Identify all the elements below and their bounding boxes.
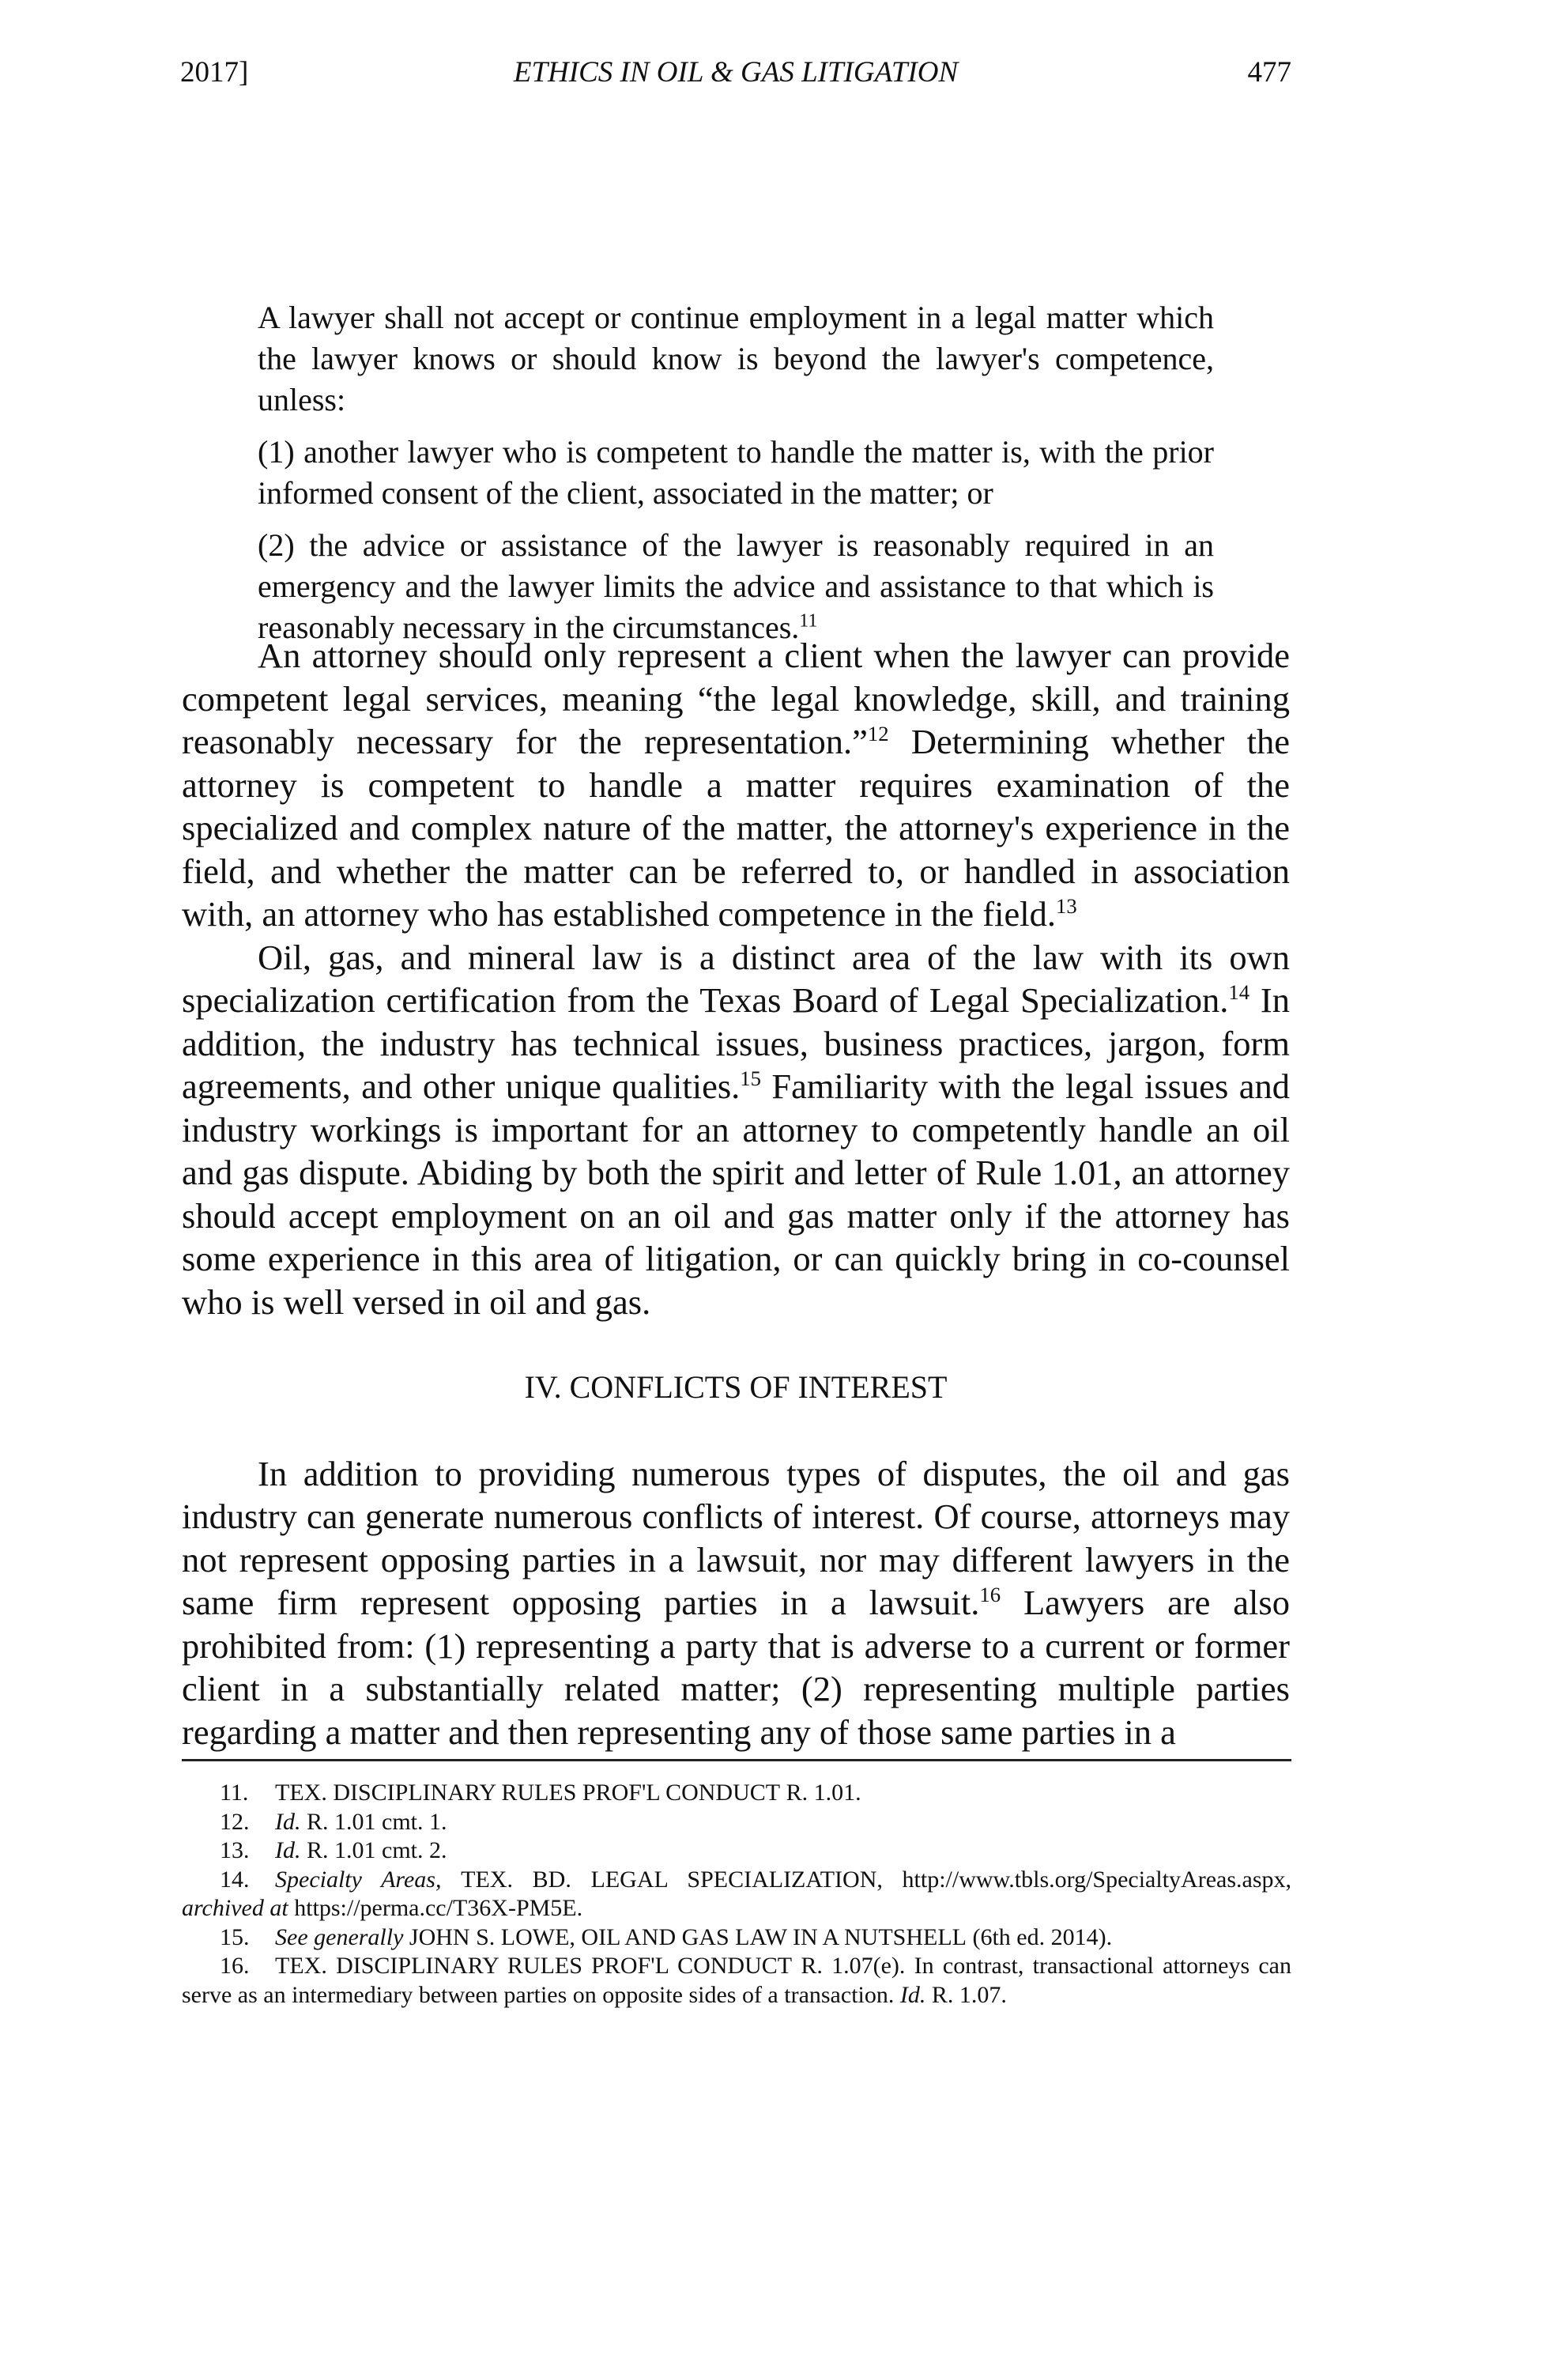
- body-paragraph: [182, 936, 1290, 1324]
- footnote-ref[interactable]: 13: [1055, 894, 1077, 919]
- footnote-text: TEX. BD. LEGAL SPECIALIZATION,: [461, 1866, 883, 1893]
- text-run: In addition to providing numerous types of disputes, the oil and gas industry can generate numerous conflicts of interest. Of course, attorneys may not represent opposing parties in a lawsuit, nor may different lawyers in the same firm represent opposing parties in a lawsuit.: [182, 1453, 1290, 1622]
- footnote-number: 13.: [220, 1837, 250, 1863]
- text-run: Determining whether the attorney is competent to handle a matter requires examination of the specialized and complex nature of the matter, the attorney's experience in the field, and whether the matter can be referred to, or handled in association with, an attorney who has established competence in the field.: [182, 722, 1290, 934]
- footnote-text: R. 1.01 cmt. 1.: [300, 1808, 447, 1835]
- running-header: [180, 55, 1291, 103]
- footnote-ref[interactable]: 11: [799, 610, 818, 632]
- footnote-text: R. 1.07.: [925, 1981, 1007, 2008]
- footnote-divider: [182, 1759, 1291, 1761]
- block-quote: [258, 297, 1214, 659]
- footnote-ref[interactable]: 14: [1228, 980, 1250, 1005]
- body-paragraph: [182, 1452, 1290, 1754]
- footnotes: [182, 1779, 1291, 2010]
- footnote: [182, 1952, 1291, 2010]
- footnote-text: Specialty Areas,: [275, 1866, 442, 1893]
- footnote-text: Id.: [275, 1808, 301, 1835]
- footnote-ref[interactable]: 16: [979, 1583, 1001, 1607]
- footnote-text: R. 1.01.: [780, 1780, 861, 1806]
- footnote-text: TEX. DISCIPLINARY RULES PROF'L CONDUCT: [275, 1780, 781, 1806]
- text-run: Familiarity with the legal issues and industry workings is important for an attorney to competently handle an oil and gas dispute. Abiding by both the spirit and letter of Rule 1.01, an attorney should accept employment on an oil and gas matter only if the attorney has some experience in this area of litigation, or can quickly bring in co-counsel who is well versed in oil and gas.: [182, 1066, 1290, 1322]
- footnote-text: Id.: [275, 1837, 301, 1863]
- footnote-number: 12.: [220, 1808, 250, 1835]
- text-run: In addition, the industry has technical issues, business practices, jargon, form agreements, and other unique qualities.: [182, 980, 1291, 1106]
- footnote-number: 11.: [220, 1780, 249, 1806]
- quote-paragraph: [258, 525, 1214, 648]
- footnote: [182, 1808, 1291, 1837]
- text-run: An attorney should only represent a client when the lawyer can provide competent legal services, meaning “the legal knowledge, skill, and training reasonably necessary for the representation.”: [182, 636, 1290, 761]
- quote-paragraph: (1) another lawyer who is competent to handle the matter is, with the prior informed consent of the client, associated in the matter; or: [258, 434, 1214, 511]
- footnote-text: (6th ed. 2014).: [966, 1923, 1113, 1950]
- footnote-text: [441, 1866, 461, 1893]
- page-number: 477: [1247, 56, 1291, 89]
- footnote-number: 14.: [220, 1866, 250, 1893]
- text-run: Oil, gas, and mineral law is a distinct area of the law with its own specialization certification from the Texas Board of Legal Specialization.: [182, 937, 1290, 1020]
- footnote-ref[interactable]: 12: [867, 722, 889, 746]
- footnote-text: archived at: [182, 1895, 288, 1921]
- footnote-number: 15.: [220, 1923, 250, 1950]
- body-text: [182, 634, 1290, 1753]
- footnote-text: R. 1.07(e). In contrast, transactional attorneys can serve as an intermediary between parties on opposite sides of a transaction.: [182, 1953, 1291, 2008]
- footnote-text: https://perma.cc/T36X-PM5E.: [288, 1895, 583, 1921]
- footnote-text: TEX. DISCIPLINARY RULES PROF'L CONDUCT: [275, 1953, 793, 1979]
- section-heading: IV. CONFLICTS OF INTEREST: [524, 1369, 948, 1405]
- footnote-text: See generally: [275, 1923, 404, 1950]
- footnote-number: 16.: [220, 1953, 250, 1979]
- footnote-text: JOHN S. LOWE, OIL AND GAS LAW IN A NUTSHELL: [409, 1923, 967, 1950]
- header-title: ETHICS IN OIL & GAS LITIGATION: [513, 56, 959, 89]
- text-run: Lawyers are also prohibited from: (1) representing a party that is adverse to a current or former client in a substantially related matter; (2) representing multiple parties regarding a matter and then representing any of those same parties in a: [182, 1583, 1290, 1752]
- footnote-ref[interactable]: 15: [740, 1066, 761, 1091]
- footnote-text: http://www.tbls.org/SpecialtyAreas.aspx,: [882, 1866, 1291, 1893]
- footnote: [182, 1779, 1291, 1808]
- footnote-text: R. 1.01 cmt. 2.: [300, 1837, 447, 1863]
- footnote-text: [403, 1924, 409, 1950]
- footnote: [182, 1836, 1291, 1866]
- quote-paragraph: A lawyer shall not accept or continue employment in a legal matter which the lawyer knows or should know is beyond the lawyer's competence, unless:: [258, 300, 1214, 417]
- body-paragraph: [182, 634, 1290, 936]
- footnote-text: Id.: [899, 1981, 926, 2008]
- footnote: [182, 1923, 1291, 1953]
- header-year: 2017]: [180, 56, 249, 89]
- quote-text: (2) the advice or assistance of the lawyer is reasonably required in an emergency and the lawyer limits the advice and assistance to that which is reasonably necessary in the circumstances.: [258, 527, 1214, 645]
- footnote: [182, 1866, 1291, 1923]
